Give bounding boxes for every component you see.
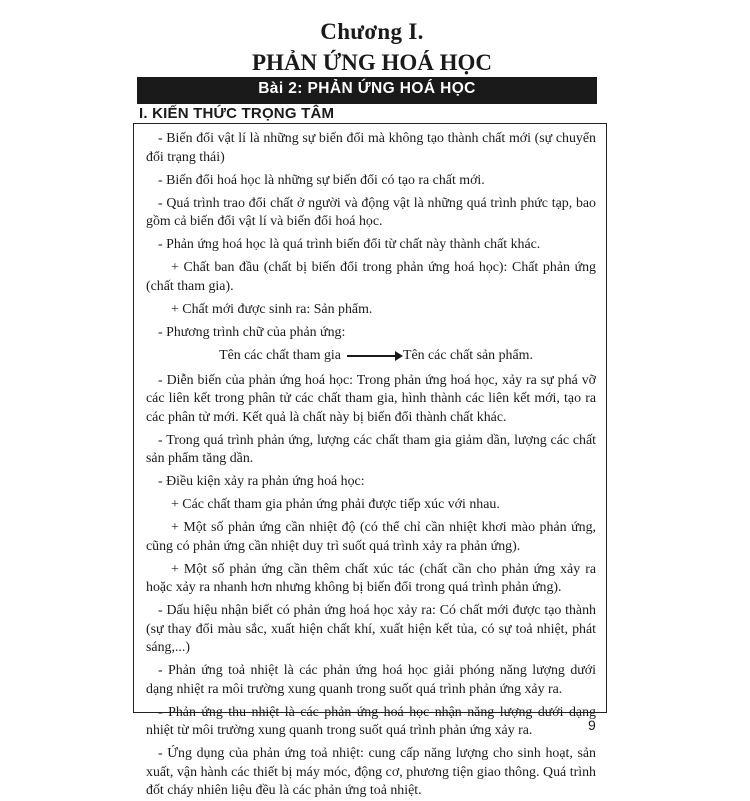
paragraph-word-equation: - Phương trình chữ của phản ứng: (158, 324, 346, 340)
paragraph-reaction-definition: - Phản ứng hoá học là quá trình biến đổi từ chất này thành chất khác. (158, 237, 541, 252)
paragraph-endothermic: - Phản ứng thu nhiệt là các phản ứng hoá học nhận năng lượng dưới dạng nhiệt từ môi trường xung quanh trong suốt quá trình phản ứng xảy ra. (146, 704, 596, 738)
paragraph-physical-change: - Biến đổi vật lí là những sự biến đổi mà không tạo thành chất mới (sự chuyển đổi trạng thái) (146, 131, 596, 165)
paragraph-amount-change: - Trong quá trình phản ứng, lượng các chất tham gia giảm dần, lượng các chất sản phẩm tăng dần. (146, 432, 596, 466)
chapter-title: PHẢN ỨNG HOÁ HỌC (252, 50, 492, 75)
paragraph-condition-contact: + Các chất tham gia phản ứng phải được tiếp xúc với nhau. (171, 497, 500, 512)
paragraph-condition-temperature: + Một số phản ứng cần nhiệt độ (có thể chỉ cần nhiệt khơi mào phản ứng, cũng có phản ứng cần nhiệt duy trì suốt quá trình xảy ra phản ứng). (146, 520, 596, 554)
equation-products: Tên các chất sản phẩm. (402, 348, 533, 363)
word-equation (146, 347, 596, 366)
paragraph-reactants: + Chất ban đầu (chất bị biến đổi trong phản ứng hoá học): Chất phản ứng (chất tham gia). (146, 260, 596, 294)
paragraph-metabolism: - Quá trình trao đổi chất ở người và động vật là những quá trình phức tạp, bao gồm cả biến đổi vật lí và biến đổi hoá học. (146, 195, 596, 229)
lesson-title-bar (137, 77, 597, 101)
paragraph-chemical-change: - Biến đổi hoá học là những sự biến đổi có tạo ra chất mới. (158, 172, 485, 188)
right-arrow-icon (347, 355, 401, 357)
divider (137, 100, 597, 104)
paragraph-signs: - Dấu hiệu nhận biết có phản ứng hoá học xảy ra: Có chất mới được tạo thành (sự thay đổi màu sắc, xuất hiện chất khí, xuất hiện kết tủa, có sự toả nhiệt, phát sáng,...) (146, 603, 596, 655)
book-page (112, 0, 632, 798)
paragraph-products: + Chất mới được sinh ra: Sản phẩm. (171, 301, 373, 317)
content-box (133, 123, 607, 798)
paragraph-exothermic: - Phản ứng toả nhiệt là các phản ứng hoá học giải phóng năng lượng dưới dạng nhiệt ra môi trường xung quanh trong suốt quá trình phản ứng xảy ra. (146, 663, 596, 697)
chapter-label: Chương I. (320, 19, 424, 44)
equation-reactants: Tên các chất tham gia (219, 348, 341, 363)
section-heading: I. KIẾN THỨC TRỌNG TÂM (139, 105, 335, 122)
lesson-title: Bài 2: PHẢN ỨNG HOÁ HỌC (258, 80, 476, 97)
paragraph-condition-catalyst: + Một số phản ứng cần thêm chất xúc tác (chất cần cho phản ứng xảy ra hoặc xảy ra nhanh hơn nhưng không bị biến đổi trong quá trình phản ứng). (146, 561, 596, 595)
paragraph-applications: - Ứng dụng của phản ứng toả nhiệt: cung cấp năng lượng cho sinh hoạt, sản xuất, vận hành các thiết bị máy móc, động cơ, phương tiện giao thông. Quá trình đốt cháy nhiên liệu đều là các phản ứng toả nhiệt. (146, 746, 596, 798)
paragraph-reaction-process: - Diễn biến của phản ứng hoá học: Trong phản ứng hoá học, xảy ra sự phá vỡ các liên kết trong phân tử các chất tham gia, hình thành các liên kết mới, tạo ra các phân tử mới. Kết quả là chất này bị biến đổi thành chất khác. (146, 372, 596, 425)
paragraph-conditions: - Điều kiện xảy ra phản ứng hoá học: (158, 474, 365, 489)
page-number: 9 (588, 717, 596, 733)
